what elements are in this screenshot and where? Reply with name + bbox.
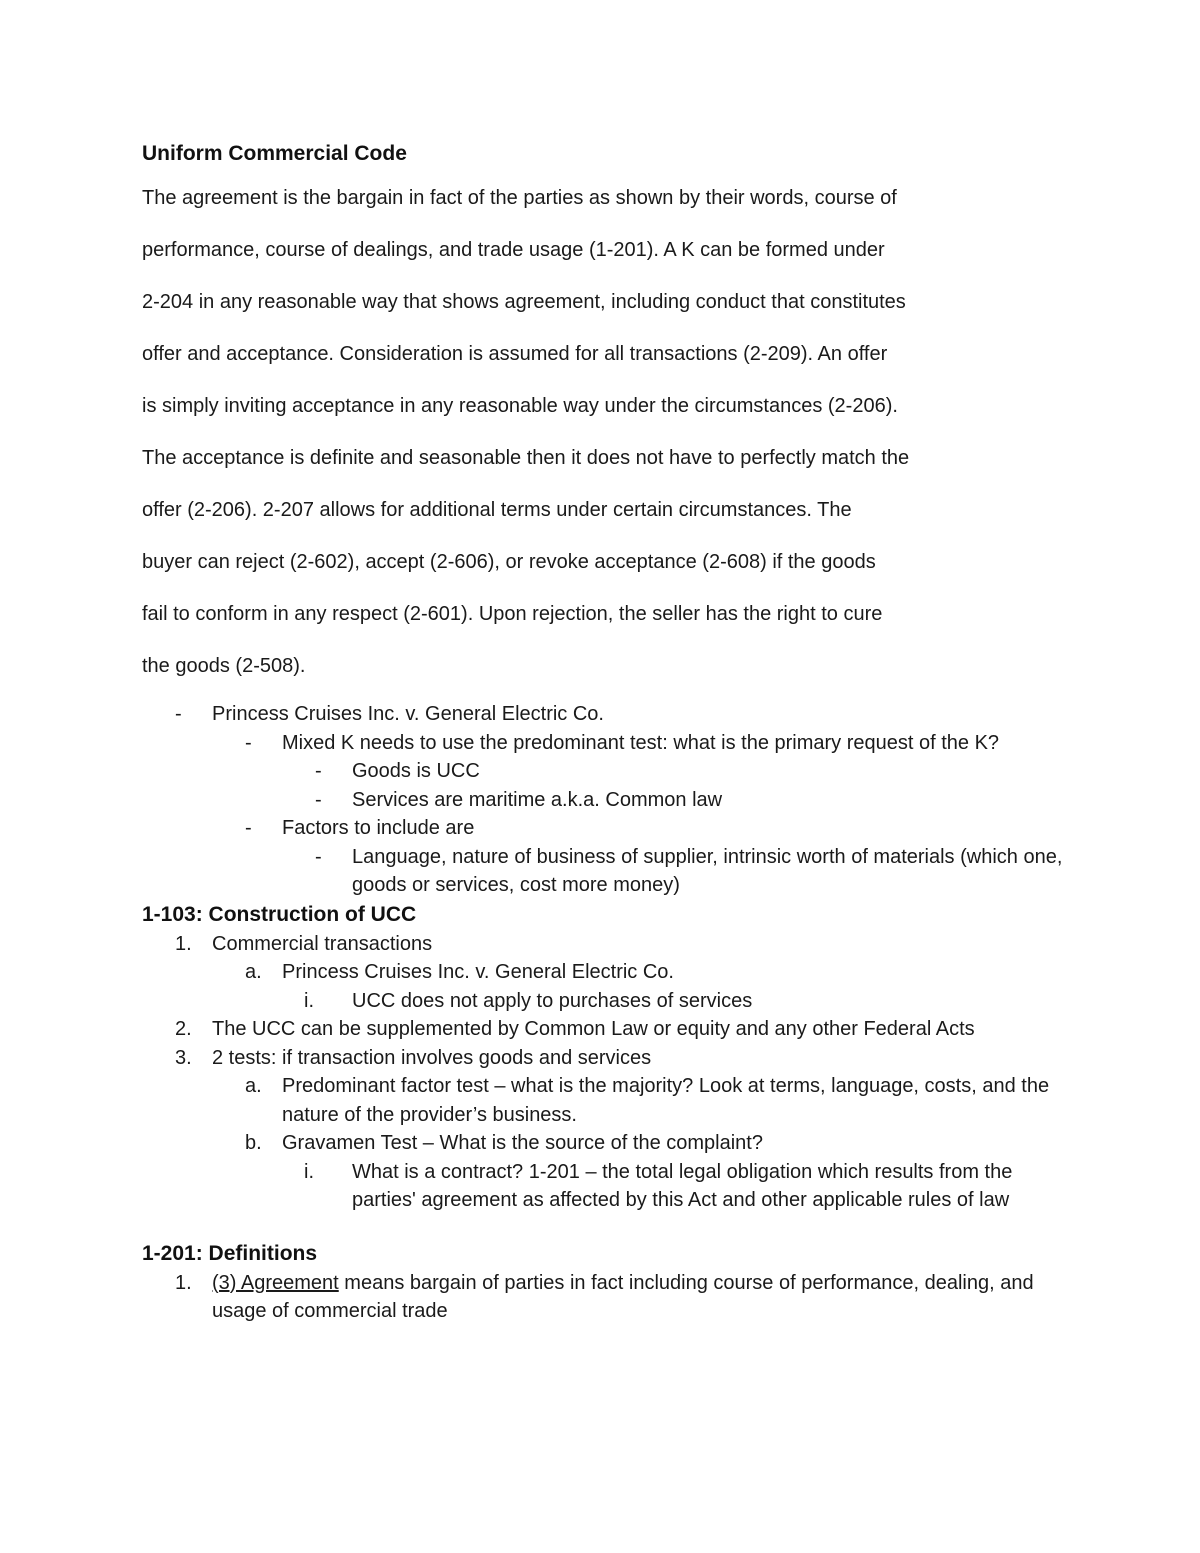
list-item-text: 2 tests: if transaction involves goods and services	[212, 1046, 652, 1069]
dash-marker: -	[245, 817, 252, 839]
intro-line: 2-204 in any reasonable way that shows agreement, including conduct that constitutes	[142, 291, 906, 313]
list-item-text: Gravamen Test – What is the source of the complaint?	[282, 1132, 763, 1154]
list-item-text: The UCC can be supplemented by Common Law or equity and any other Federal Acts	[212, 1018, 975, 1040]
construction-list	[142, 930, 1072, 1215]
list-item-text: Predominant factor test – what is the majority? Look at terms, language, costs, and the nature of the provider’s business.	[282, 1075, 1050, 1126]
section-heading-1-201: 1-201: Definitions	[142, 1241, 318, 1265]
list-number: 1.	[175, 1271, 192, 1294]
list-item	[142, 1044, 1072, 1073]
list-item	[142, 814, 1072, 843]
definition-text: means bargain of parties in fact including course of performance, dealing, and usage of commercial trade	[212, 1271, 1034, 1322]
dash-marker: -	[315, 788, 322, 811]
list-item	[142, 757, 1072, 786]
list-roman: i.	[304, 989, 314, 1012]
list-item-text: Language, nature of business of supplier, intrinsic worth of materials (which one, goods or services, cost more money)	[352, 845, 1063, 896]
list-item	[142, 987, 1072, 1016]
intro-line: The agreement is the bargain in fact of the parties as shown by their words, course of	[142, 187, 897, 209]
list-item	[142, 786, 1072, 815]
list-letter: a.	[245, 1075, 262, 1097]
case-name: Princess Cruises Inc. v. General Electric Co.	[212, 703, 604, 725]
list-item	[142, 729, 1072, 758]
list-item	[142, 930, 1072, 959]
list-item	[142, 1129, 1072, 1158]
dash-marker: -	[175, 703, 182, 725]
list-item	[142, 1015, 1072, 1044]
intro-line: The acceptance is definite and seasonable then it does not have to perfectly match the	[142, 447, 910, 469]
intro-line: is simply inviting acceptance in any reasonable way under the circumstances (2-206).	[142, 395, 898, 417]
list-item-text: Factors to include are	[282, 817, 475, 839]
list-item	[142, 1269, 1072, 1326]
list-number: 2.	[175, 1018, 192, 1040]
list-item	[142, 1072, 1072, 1129]
definitions-list	[142, 1269, 1072, 1326]
list-item-text: Princess Cruises Inc. v. General Electric Co.	[282, 961, 674, 983]
intro-line: offer (2-206). 2-207 allows for additional terms under certain circumstances. The	[142, 499, 852, 521]
list-number: 1.	[175, 932, 192, 955]
intro-paragraph	[142, 172, 1072, 692]
list-item	[142, 958, 1072, 987]
list-number: 3.	[175, 1046, 192, 1069]
document-page	[142, 138, 1072, 1326]
dash-marker: -	[245, 731, 252, 754]
defined-term: (3) Agreement	[212, 1271, 339, 1294]
list-roman: i.	[304, 1160, 314, 1183]
dash-marker: -	[315, 845, 322, 868]
intro-line: buyer can reject (2-602), accept (2-606), or revoke acceptance (2-608) if the goods	[142, 551, 876, 573]
list-item	[142, 1158, 1072, 1215]
intro-line: fail to conform in any respect (2-601). Upon rejection, the seller has the right to cure	[142, 603, 883, 625]
list-item-text: Mixed K needs to use the predominant test: what is the primary request of the K?	[282, 731, 1000, 754]
list-item-text: Services are maritime a.k.a. Common law	[352, 788, 723, 811]
list-item	[142, 700, 1072, 729]
list-letter: b.	[245, 1132, 262, 1154]
intro-line: the goods (2-508).	[142, 655, 306, 677]
list-item-text: What is a contract? 1-201 – the total legal obligation which results from the parties' agreement as affected by this Act and other applicable rules of law	[352, 1160, 1013, 1211]
list-item	[142, 843, 1072, 900]
list-letter: a.	[245, 961, 262, 983]
case-notes-list	[142, 700, 1072, 900]
list-item-text: UCC does not apply to purchases of services	[352, 989, 753, 1012]
section-heading-1-103: 1-103: Construction of UCC	[142, 902, 417, 926]
list-item-text: Goods is UCC	[352, 760, 480, 782]
document-title: Uniform Commercial Code	[142, 142, 407, 165]
intro-line: offer and acceptance. Consideration is assumed for all transactions (2-209). An offer	[142, 343, 888, 365]
dash-marker: -	[315, 760, 322, 782]
intro-line: performance, course of dealings, and trade usage (1-201). A K can be formed under	[142, 239, 885, 261]
list-item-text: Commercial transactions	[212, 932, 433, 955]
